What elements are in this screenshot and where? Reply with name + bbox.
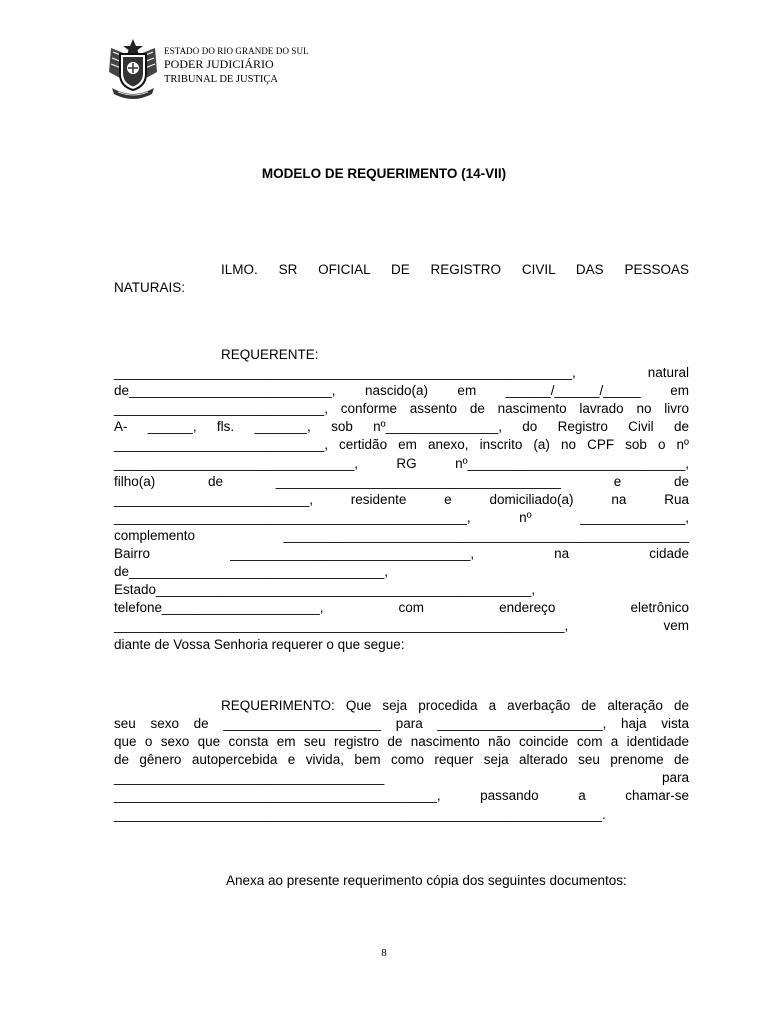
form-line: ____________________________________________________________, vem xyxy=(114,618,689,634)
requester-closing: diante de Vossa Senhoria requerer o que segue: xyxy=(114,636,405,652)
attachments-line: Anexa ao presente requerimento cópia dos seguintes documentos: xyxy=(226,873,627,888)
state-name: ESTADO DO RIO GRANDE DO SUL xyxy=(164,46,309,56)
court-name: TRIBUNAL DE JUSTIÇA xyxy=(164,74,278,85)
request-line: que o sexo que consta em seu registro de nascimento não coincide com a identidade xyxy=(114,734,689,750)
request-line: ___________________________________________, passando a chamar-se xyxy=(114,788,689,804)
requester-label: REQUERENTE: xyxy=(221,347,319,362)
form-line: ________________________________, RG nº_____________________________, xyxy=(114,455,689,471)
addressee-line: NATURAIS: xyxy=(114,280,186,295)
form-line: ____________________________, certidão em anexo, inscrito (a) no CPF sob o nº xyxy=(114,437,689,453)
form-line: de___________________________, nascido(a) em ______/______/_____ em xyxy=(114,383,689,399)
request-line: ____________________________________ para xyxy=(114,770,689,786)
form-line: _______________________________________________, nº ______________, xyxy=(114,509,689,525)
form-line: ____________________________, conforme assento de nascimento lavrado no livro xyxy=(114,401,689,417)
page-number: 8 xyxy=(381,947,387,959)
form-line: telefone_____________________, com endereço eletrônico xyxy=(114,600,689,616)
request-line: REQUERIMENTO: Que seja procedida a averbação de alteração de xyxy=(221,698,689,713)
document-title: MODELO DE REQUERIMENTO (14-VII) xyxy=(261,166,507,181)
attachments-block xyxy=(114,873,689,888)
form-line: de__________________________________, xyxy=(114,564,389,580)
requester-block xyxy=(114,346,689,654)
form-line: Estado__________________________________________________, xyxy=(114,582,536,598)
addressee-block xyxy=(114,261,689,297)
addressee-line: ILMO. SR OFICIAL DE REGISTRO CIVIL DAS PESSOAS xyxy=(221,262,689,277)
letterhead-text xyxy=(164,46,309,87)
coat-of-arms-icon xyxy=(106,38,160,102)
form-line: __________________________, residente e domiciliado(a) na Rua xyxy=(114,491,689,507)
judiciary-name: PODER JUDICIÁRIO xyxy=(164,57,274,71)
form-line: Bairro ________________________________, na cidade xyxy=(114,546,689,562)
form-line: _____________________________________________________________, natural xyxy=(114,365,689,381)
form-line: A- ______, fls. _______, sob nº_______________, do Registro Civil de xyxy=(114,419,689,435)
request-closing: _________________________________________________________________. xyxy=(114,806,606,822)
letterhead xyxy=(106,38,366,104)
request-line: de gênero autopercebida e vivida, bem como requer seja alterado seu prenome de xyxy=(114,752,689,768)
request-block xyxy=(114,697,689,824)
request-line: seu sexo de _____________________ para ______________________, haja vista xyxy=(114,716,689,732)
form-line: filho(a) de ______________________________________ e de xyxy=(114,473,689,489)
form-line: complemento ______________________________________________________ xyxy=(114,527,689,543)
